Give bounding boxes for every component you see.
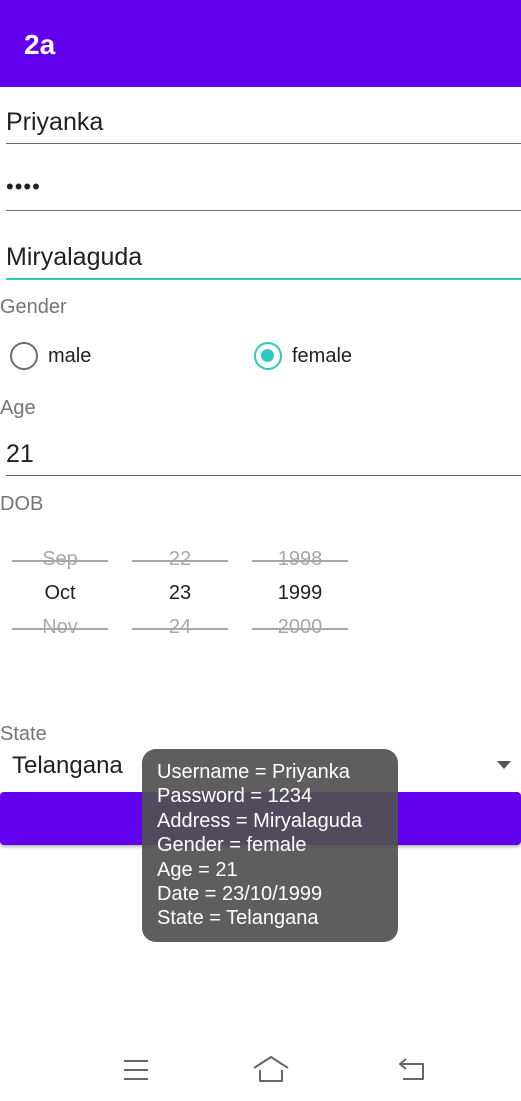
toast-line-date: Date = 23/10/1999	[157, 883, 323, 906]
dropdown-arrow-icon[interactable]	[497, 761, 511, 769]
address-field[interactable]	[6, 236, 521, 280]
username-field[interactable]	[6, 101, 521, 144]
back-icon[interactable]	[396, 1056, 426, 1082]
radio-female-indicator[interactable]	[254, 342, 282, 370]
year-next[interactable]: 2000	[252, 616, 348, 639]
radio-male-indicator[interactable]	[10, 342, 38, 370]
month-prev[interactable]: Sep	[12, 548, 108, 571]
toast-message	[142, 749, 398, 942]
day-prev[interactable]: 22	[132, 548, 228, 571]
password-field[interactable]	[6, 168, 521, 211]
app-bar	[0, 0, 521, 87]
toast-line-gender: Gender = female	[157, 834, 307, 857]
password-value: ••••	[6, 174, 41, 199]
menu-icon[interactable]	[122, 1058, 150, 1082]
toast-line-state: State = Telangana	[157, 907, 319, 930]
year-selected[interactable]: 1999	[277, 582, 323, 604]
toast-line-username: Username = Priyanka	[157, 761, 350, 783]
gender-label: Gender	[0, 296, 67, 318]
month-selected[interactable]: Oct	[44, 582, 76, 604]
toast-line-age: Age = 21	[157, 858, 238, 881]
year-picker[interactable]	[252, 546, 348, 638]
home-icon[interactable]	[252, 1055, 290, 1083]
day-picker[interactable]	[132, 546, 228, 638]
radio-male-label[interactable]: male	[48, 345, 92, 367]
age-label: Age	[0, 397, 36, 419]
state-value[interactable]: Telangana	[12, 752, 123, 779]
username-value: Priyanka	[6, 108, 104, 136]
month-picker[interactable]	[12, 546, 108, 638]
toast-line-address: Address = Miryalaguda	[157, 809, 363, 832]
age-field[interactable]	[6, 433, 521, 476]
address-value: Miryalaguda	[6, 243, 143, 271]
year-prev[interactable]: 1998	[252, 548, 348, 571]
day-selected[interactable]: 23	[168, 582, 192, 604]
toast-line-password: Password = 1234	[157, 785, 313, 808]
app-title: 2a	[24, 29, 56, 60]
state-label: State	[0, 723, 47, 745]
age-value: 21	[6, 440, 34, 468]
day-next[interactable]: 24	[132, 616, 228, 639]
radio-female-label[interactable]: female	[292, 345, 353, 367]
month-next[interactable]: Nov	[12, 616, 108, 639]
dob-label: DOB	[0, 493, 44, 515]
